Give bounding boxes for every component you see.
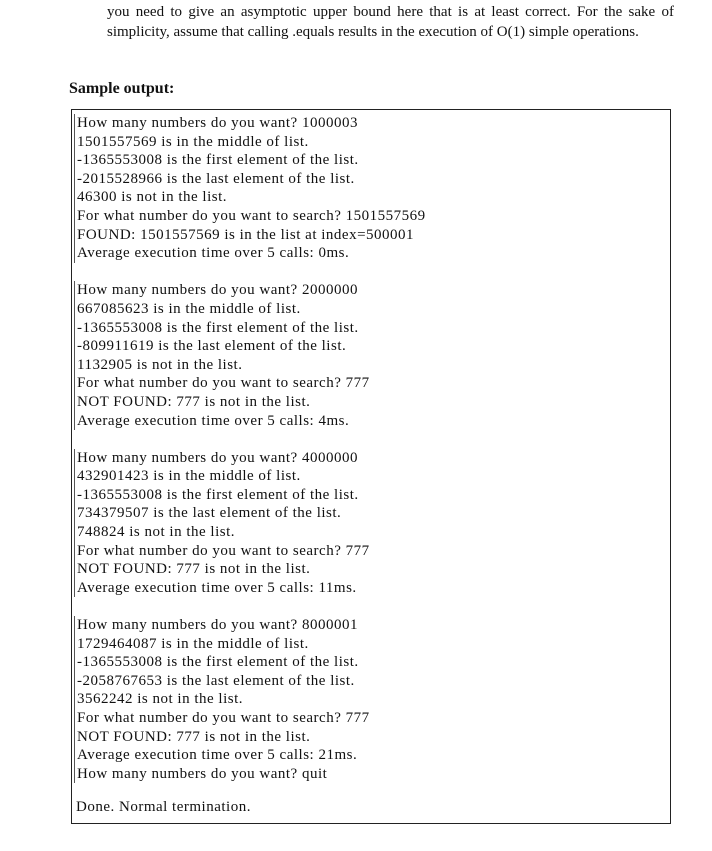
output-line: 3562242 is not in the list. xyxy=(74,690,670,709)
output-line: 748824 is not in the list. xyxy=(74,523,670,542)
run-block-2 xyxy=(74,281,670,430)
run-block-3 xyxy=(74,449,670,598)
output-line: 667085623 is in the middle of list. xyxy=(74,300,670,319)
output-line: FOUND: 1501557569 is in the list at index=500001 xyxy=(74,226,670,245)
output-line: -1365553008 is the first element of the list. xyxy=(74,319,670,338)
output-line: 46300 is not in the list. xyxy=(74,188,670,207)
output-line: 432901423 is in the middle of list. xyxy=(74,467,670,486)
run-block-1 xyxy=(74,114,670,263)
blank-line xyxy=(74,263,670,282)
output-line: NOT FOUND: 777 is not in the list. xyxy=(74,393,670,412)
output-line: NOT FOUND: 777 is not in the list. xyxy=(74,560,670,579)
output-line: Average execution time over 5 calls: 21ms. xyxy=(74,746,670,765)
sample-output-box xyxy=(71,109,671,824)
output-line: For what number do you want to search? 777 xyxy=(74,709,670,728)
output-line: -1365553008 is the first element of the list. xyxy=(74,653,670,672)
output-line: How many numbers do you want? 2000000 xyxy=(74,281,670,300)
output-line: Average execution time over 5 calls: 0ms. xyxy=(74,244,670,263)
blank-line xyxy=(74,597,670,616)
output-line: For what number do you want to search? 777 xyxy=(74,542,670,561)
blank-line xyxy=(74,430,670,449)
output-line: How many numbers do you want? 1000003 xyxy=(74,114,670,133)
output-line: 1729464087 is in the middle of list. xyxy=(74,635,670,654)
output-line: How many numbers do you want? 8000001 xyxy=(74,616,670,635)
output-line: How many numbers do you want? 4000000 xyxy=(74,449,670,468)
output-line: -809911619 is the last element of the list. xyxy=(74,337,670,356)
output-line: -1365553008 is the first element of the list. xyxy=(74,151,670,170)
output-line: -2058767653 is the last element of the list. xyxy=(74,672,670,691)
output-line: Average execution time over 5 calls: 4ms. xyxy=(74,412,670,431)
output-line: How many numbers do you want? quit xyxy=(74,765,670,784)
run-block-4 xyxy=(74,616,670,783)
output-line: For what number do you want to search? 777 xyxy=(74,374,670,393)
output-line: 1132905 is not in the list. xyxy=(74,356,670,375)
output-line: NOT FOUND: 777 is not in the list. xyxy=(74,728,670,747)
output-line: For what number do you want to search? 1501557569 xyxy=(74,207,670,226)
output-line: Average execution time over 5 calls: 11ms. xyxy=(74,579,670,598)
intro-paragraph: you need to give an asymptotic upper bound here that is at least correct. For the sake of simplicity, assume that calling .equals results in the execution of O(1) simple operations. xyxy=(107,4,674,40)
output-line: -1365553008 is the first element of the list. xyxy=(74,486,670,505)
sample-output-heading: Sample output: xyxy=(69,80,175,97)
output-line: 1501557569 is in the middle of list. xyxy=(74,133,670,152)
output-line: -2015528966 is the last element of the list. xyxy=(74,170,670,189)
termination-line: Done. Normal termination. xyxy=(76,799,251,816)
output-line: 734379507 is the last element of the list. xyxy=(74,504,670,523)
